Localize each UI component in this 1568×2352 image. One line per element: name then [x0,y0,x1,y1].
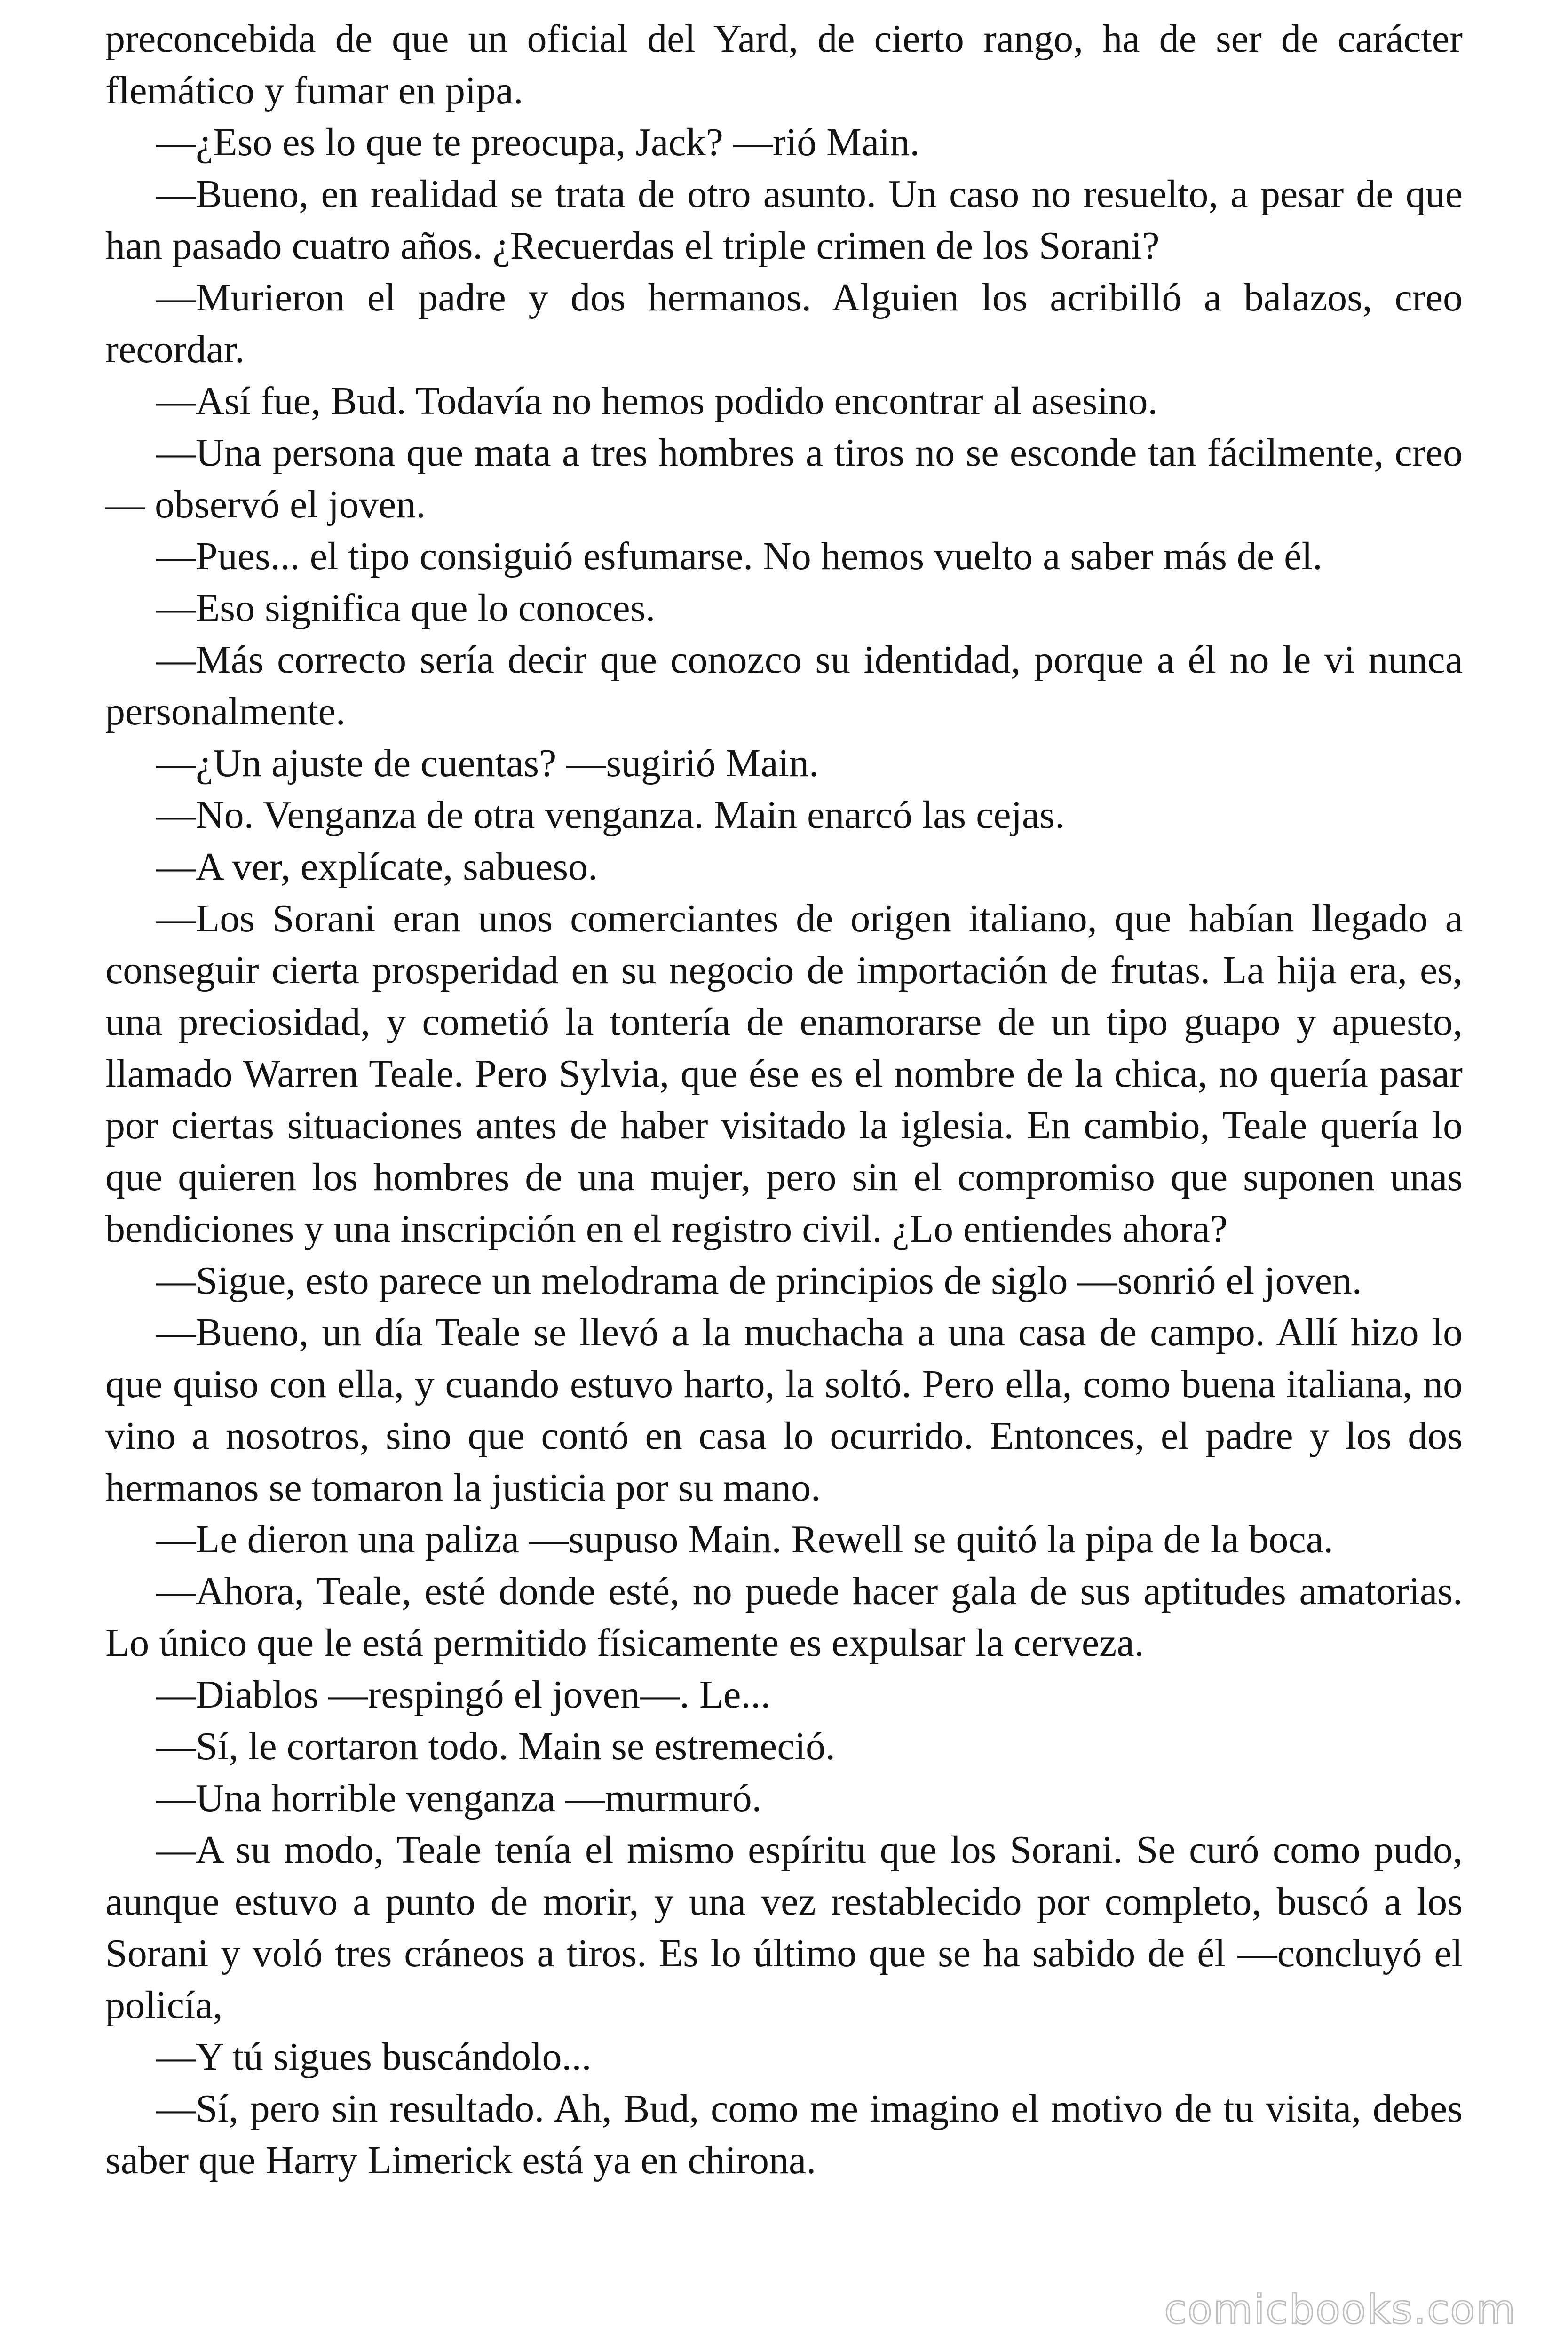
paragraph: —Pues... el tipo consiguió esfumarse. No hemos vuelto a saber más de él. [156,534,1323,578]
paragraph: —Sí, le cortaron todo. Main se estremeció. [156,1724,835,1768]
paragraph: —Ahora, Teale, esté donde esté, no puede hacer gala de sus aptitudes amatorias. Lo único que le está permitido físicamente es expulsar la cerveza. [105,1569,1463,1665]
paragraph: —Bueno, en realidad se trata de otro asunto. Un caso no resuelto, a pesar de que han pasado cuatro años. ¿Recuerdas el triple crimen de los Sorani? [105,172,1463,268]
paragraph: —A su modo, Teale tenía el mismo espíritu que los Sorani. Se curó como pudo, aunque estuvo a punto de morir, y una vez restablecido por completo, buscó a los Sorani y voló tres cráneos a tiros. Es lo último que se ha sabido de él —concluyó el policía, [105,1828,1463,2027]
paragraph: —Le dieron una paliza —supuso Main. Rewell se quitó la pipa de la boca. [156,1518,1333,1561]
paragraph: —Sigue, esto parece un melodrama de principios de siglo —sonrió el joven. [156,1259,1362,1303]
paragraph: —Más correcto sería decir que conozco su identidad, porque a él no le vi nunca personalmente. [105,638,1463,733]
paragraph: —Diablos —respingó el joven—. Le... [156,1673,771,1716]
paragraph: —Sí, pero sin resultado. Ah, Bud, como me imagino el motivo de tu visita, debes saber que Harry Limerick está ya en chirona. [105,2087,1463,2182]
paragraph: —Bueno, un día Teale se llevó a la muchacha a una casa de campo. Allí hizo lo que quiso con ella, y cuando estuvo harto, la soltó. Pero ella, como buena italiana, no vino a nosotros, sino que contó en casa lo ocurrido. Entonces, el padre y los dos hermanos se tomaron la justicia por su mano. [105,1311,1463,1510]
paragraph: —¿Un ajuste de cuentas? —sugirió Main. [156,741,819,785]
paragraph: —Una horrible venganza —murmuró. [156,1776,762,1820]
watermark-text: comicbooks.com [1164,2286,1516,2333]
paragraph: —Eso significa que lo conoces. [156,586,656,630]
paragraph: —Los Sorani eran unos comerciantes de origen italiano, que habían llegado a conseguir cierta prosperidad en su negocio de importación de frutas. La hija era, es, una preciosidad, y cometió la tontería de enamorarse de un tipo guapo y apuesto, llamado Warren Teale. Pero Sylvia, que ése es el nombre de la chica, no quería pasar por ciertas situaciones antes de haber visitado la iglesia. En cambio, Teale quería lo que quieren los hombres de una mujer, pero sin el compromiso que suponen unas bendiciones y una inscripción en el registro civil. ¿Lo entiendes ahora? [105,897,1463,1251]
paragraph: —Una persona que mata a tres hombres a tiros no se esconde tan fácilmente, creo — observó el joven. [105,431,1463,526]
paragraph: —Así fue, Bud. Todavía no hemos podido encontrar al asesino. [156,379,1158,423]
paragraph: —A ver, explícate, sabueso. [156,845,598,889]
document-page [105,13,1463,2186]
paragraph: preconcebida de que un oficial del Yard, de cierto rango, ha de ser de carácter flemático y fumar en pipa. [105,17,1463,112]
paragraph: —Murieron el padre y dos hermanos. Alguien los acribilló a balazos, creo recordar. [105,276,1463,371]
paragraph: —Y tú sigues buscándolo... [156,2035,592,2079]
paragraph: —¿Eso es lo que te preocupa, Jack? —rió Main. [156,120,920,164]
paragraph: —No. Venganza de otra venganza. Main enarcó las cejas. [156,793,1065,837]
